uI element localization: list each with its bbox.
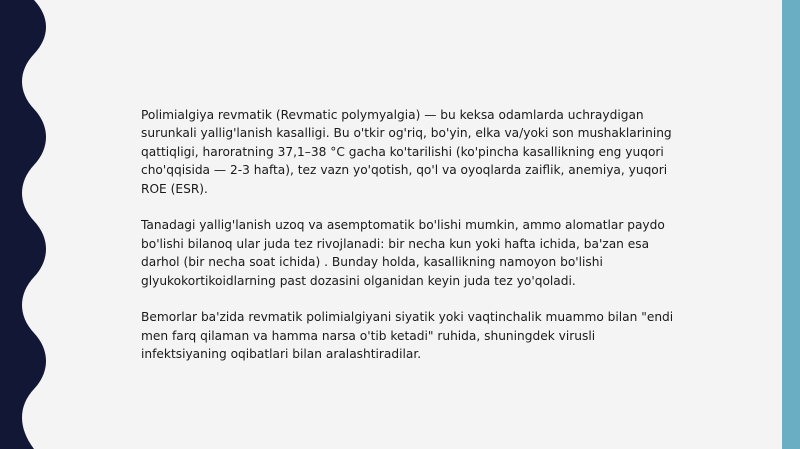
paragraph-misconceptions: Bemorlar ba'zida revmatik polimialgiyani siyatik yoki vaqtinchalik muammo bilan "endi men farq qilaman va hamma narsa o'tib ketadi" ruhida, shuningdek virusli infektsiyaning oqibatlari bilan aralashtiradilar. (141, 310, 674, 362)
paragraph-progression: Tanadagi yallig'lanish uzoq va asemptomatik bo'lishi mumkin, ammo alomatlar paydo bo'lishi bilanoq ular juda tez rivojlanadi: bir necha kun yoki hafta ichida, ba'zan esa darhol (bir necha soat ichida) . Bunday holda, kasallikning namoyon bo'lishi glyukokortikoidlarning past dozasini olganidan keyin juda tez yo'qoladi. (141, 218, 665, 288)
decorative-wave-band (0, 0, 80, 449)
slide-body (141, 106, 681, 382)
paragraph-definition: Polimialgiya revmatik (Revmatic polymyalgia) — bu keksa odamlarda uchraydigan surunkali yallig'lanish kasalligi. Bu o'tkir og'riq, bo'yin, elka va/yoki son mushaklarining qattiqligi, haroratning 37,1–38 °C gacha ko'tarilishi (ko'pincha kasallikning eng yuqori cho'qqisida — 2-3 hafta), tez vazn yo'qotish, qo'l va oyoqlarda zaiflik, anemiya, yuqori ROE (ESR). (141, 108, 672, 196)
accent-bar (782, 0, 800, 449)
